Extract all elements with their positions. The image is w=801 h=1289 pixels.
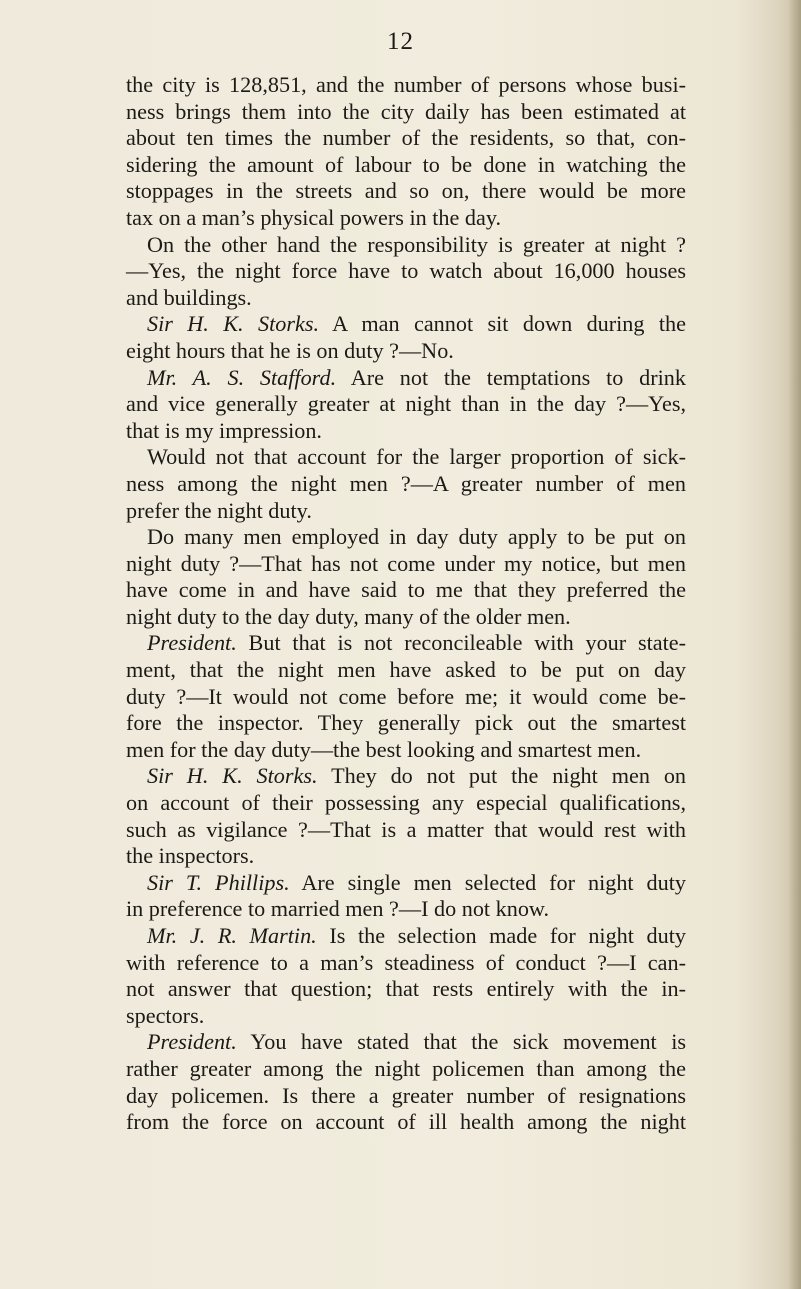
line-text: and buildings. bbox=[126, 284, 252, 310]
text-line bbox=[126, 418, 686, 445]
text-line bbox=[126, 790, 686, 817]
line-text: about ten times the number of the residents, so that, con- bbox=[126, 125, 686, 151]
text-line bbox=[126, 763, 686, 790]
line-text: But that is not reconcileable with your state- bbox=[236, 630, 686, 656]
line-text: eight hours that he is on duty ?—No. bbox=[126, 337, 454, 363]
text-line bbox=[126, 258, 686, 285]
text-line bbox=[126, 604, 686, 631]
text-line bbox=[126, 551, 686, 578]
line-text: in preference to married men ?—I do not know. bbox=[126, 896, 550, 922]
line-text: that is my impression. bbox=[126, 417, 322, 443]
text-line bbox=[126, 630, 686, 657]
text-line bbox=[126, 657, 686, 684]
text-line bbox=[126, 444, 686, 471]
text-line bbox=[126, 950, 686, 977]
text-line bbox=[126, 232, 686, 259]
text-line bbox=[126, 178, 686, 205]
line-text: duty ?—It would not come before me; it would come be- bbox=[126, 683, 686, 709]
line-text: such as vigilance ?—That is a matter that would rest with bbox=[126, 816, 686, 842]
text-line bbox=[126, 684, 686, 711]
line-text: day policemen. Is there a greater number of resignations bbox=[126, 1082, 686, 1108]
line-text: the city is 128,851, and the number of persons whose busi- bbox=[126, 72, 686, 97]
speaker-name: President. bbox=[147, 630, 237, 656]
speaker-name: Mr. J. R. Martin. bbox=[147, 923, 317, 948]
text-line bbox=[126, 1029, 686, 1056]
line-text: night duty ?—That has not come under my notice, but men bbox=[126, 550, 686, 576]
text-line bbox=[126, 577, 686, 604]
page-body-text bbox=[126, 72, 686, 1136]
line-text: rather greater among the night policemen than among the bbox=[126, 1055, 686, 1081]
line-text: fore the inspector. They generally pick out the smartest bbox=[126, 710, 686, 736]
text-line bbox=[126, 471, 686, 498]
text-line bbox=[126, 1083, 686, 1110]
line-text: Would not that account for the larger proportion of sick- bbox=[147, 444, 686, 470]
line-text: sidering the amount of labour to be done in watching the bbox=[126, 151, 686, 177]
text-line bbox=[126, 737, 686, 764]
line-text: You have stated that the sick movement is bbox=[236, 1029, 686, 1055]
speaker-name: Sir H. K. Storks. bbox=[147, 763, 318, 789]
text-line bbox=[126, 976, 686, 1003]
text-line bbox=[126, 152, 686, 179]
text-line bbox=[126, 843, 686, 870]
line-text: tax on a man’s physical powers in the day. bbox=[126, 204, 502, 230]
text-line bbox=[126, 896, 686, 923]
text-line bbox=[126, 870, 686, 897]
text-line bbox=[126, 1056, 686, 1083]
line-text: night duty to the day duty, many of the older men. bbox=[126, 603, 571, 629]
line-text: Do many men employed in day duty apply to be put on bbox=[147, 524, 686, 550]
text-line bbox=[126, 285, 686, 312]
line-text: A man cannot sit down during the bbox=[319, 311, 686, 337]
text-line bbox=[126, 72, 686, 99]
line-text: Are single men selected for night duty bbox=[289, 869, 686, 895]
text-line bbox=[126, 710, 686, 737]
page-number: 12 bbox=[387, 28, 414, 55]
line-text: the inspectors. bbox=[126, 843, 255, 869]
speaker-name: Mr. A. S. Stafford. bbox=[147, 364, 337, 390]
text-line bbox=[126, 1003, 686, 1030]
line-text: men for the day duty—the best looking and smartest men. bbox=[126, 736, 642, 762]
text-line bbox=[126, 125, 686, 152]
line-text: They do not put the night men on bbox=[317, 763, 687, 789]
text-line bbox=[126, 923, 686, 950]
line-text: spectors. bbox=[126, 1002, 205, 1028]
text-line bbox=[126, 205, 686, 232]
text-line bbox=[126, 1109, 686, 1136]
page-binding-edge bbox=[787, 0, 801, 1289]
line-text: have come in and have said to me that they preferred the bbox=[126, 577, 686, 603]
text-line bbox=[126, 365, 686, 392]
line-text: ness among the night men ?—A greater number of men bbox=[126, 470, 686, 496]
line-text: on account of their possessing any especial qualifications, bbox=[126, 790, 686, 816]
line-text: ment, that the night men have asked to be put on day bbox=[126, 657, 686, 683]
line-text: prefer the night duty. bbox=[126, 497, 312, 523]
line-text: ness brings them into the city daily has been estimated at bbox=[126, 98, 686, 124]
speaker-name: Sir H. K. Storks. bbox=[147, 311, 320, 337]
line-text: with reference to a man’s steadiness of conduct ?—I can- bbox=[126, 949, 686, 975]
text-line bbox=[126, 498, 686, 525]
text-line bbox=[126, 311, 686, 338]
line-text: not answer that question; that rests entirely with the in- bbox=[126, 976, 686, 1002]
text-line bbox=[126, 524, 686, 551]
line-text: On the other hand the responsibility is greater at night ? bbox=[147, 231, 686, 257]
text-line bbox=[126, 817, 686, 844]
speaker-name: Sir T. Phillips. bbox=[147, 869, 290, 895]
text-line bbox=[126, 99, 686, 126]
line-text: —Yes, the night force have to watch about 16,000 houses bbox=[126, 258, 686, 284]
text-line bbox=[126, 391, 686, 418]
speaker-name: President. bbox=[147, 1029, 237, 1055]
text-line bbox=[126, 338, 686, 365]
line-text: Are not the temptations to drink bbox=[336, 364, 686, 390]
line-text: and vice generally greater at night than in the day ?—Yes, bbox=[126, 391, 686, 417]
line-text: stoppages in the streets and so on, there would be more bbox=[126, 178, 686, 204]
line-text: from the force on account of ill health among the night bbox=[126, 1109, 686, 1135]
line-text: Is the selection made for night duty bbox=[316, 923, 686, 948]
